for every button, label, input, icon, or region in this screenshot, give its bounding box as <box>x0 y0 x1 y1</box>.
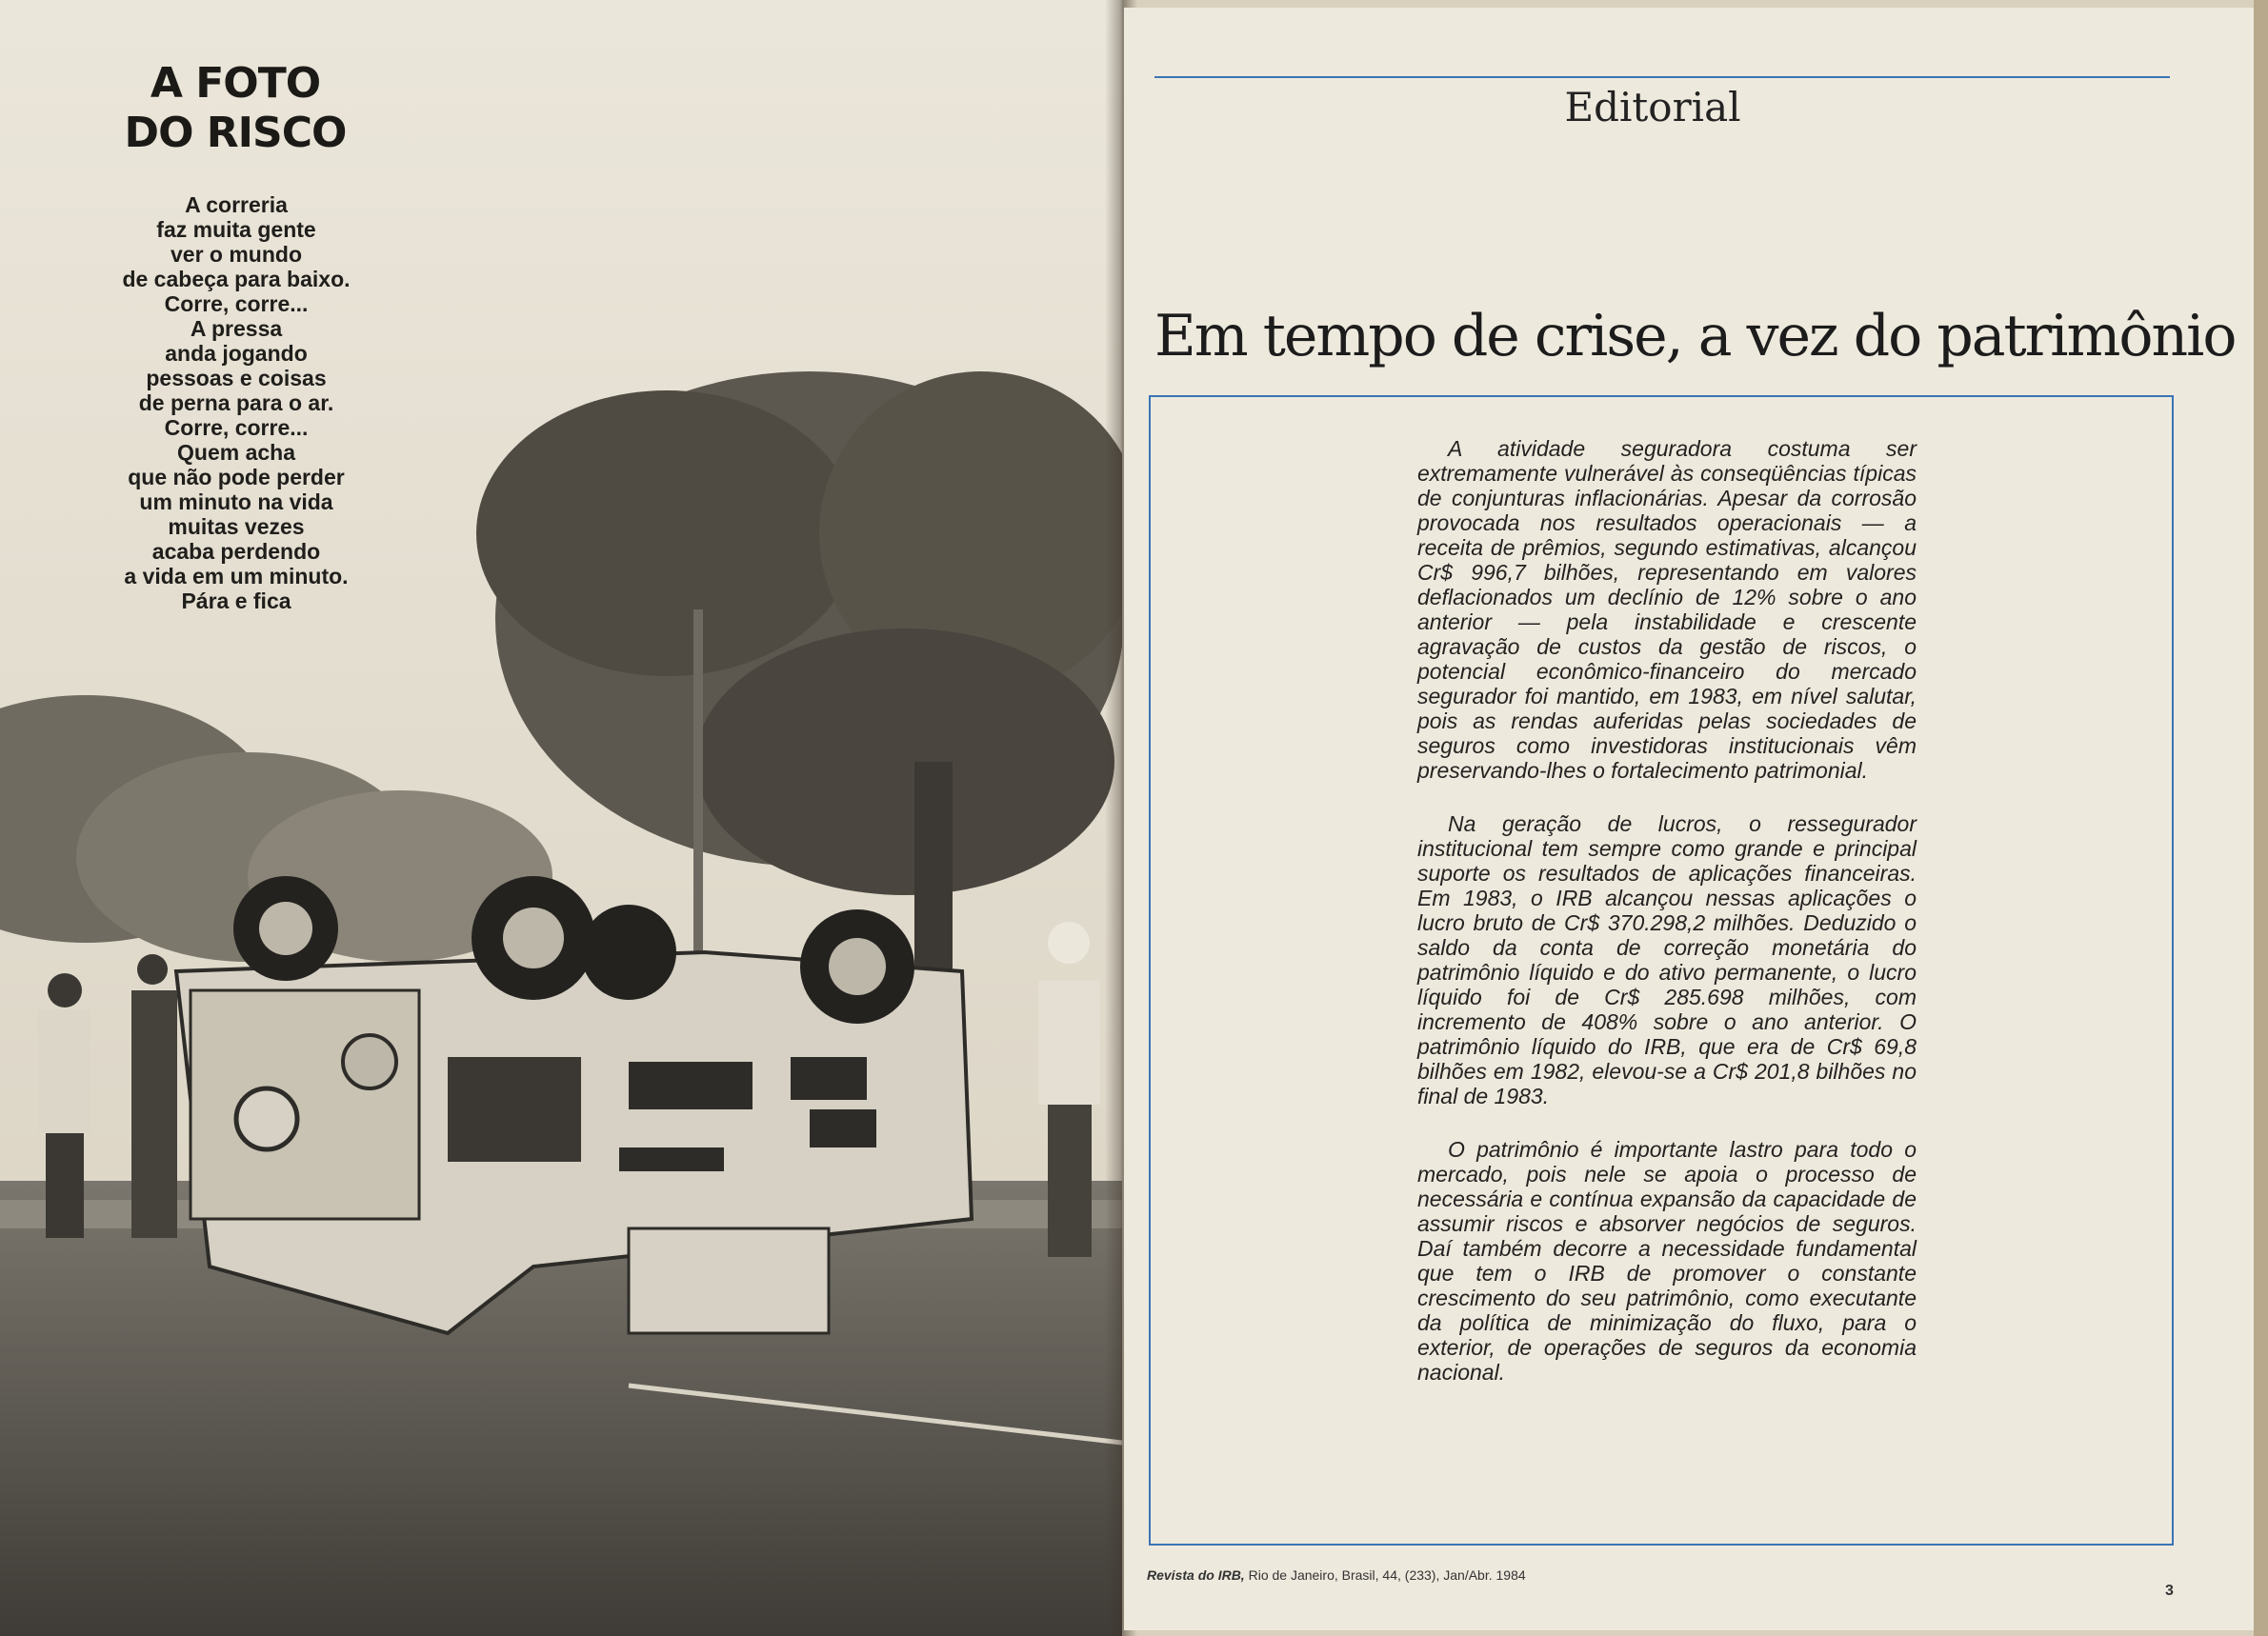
poem-line: A correria <box>185 192 288 217</box>
poem-line: A pressa <box>190 316 283 341</box>
poem-line: um minuto na vida <box>139 489 333 514</box>
poem-line: Corre, corre... <box>164 291 309 316</box>
poem-line: de perna para o ar. <box>138 390 334 415</box>
journal-name: Revista do IRB, <box>1147 1567 1245 1583</box>
poem-line: pessoas e coisas <box>146 366 327 390</box>
citation-details: Rio de Janeiro, Brasil, 44, (233), Jan/Abr. 1984 <box>1244 1567 1526 1583</box>
photo-title <box>88 59 383 158</box>
page-number: 3 <box>2165 1583 2174 1599</box>
poem-line: que não pode perder <box>128 465 345 489</box>
editorial-body <box>1417 436 1917 1413</box>
poem-line: de cabeça para baixo. <box>122 267 351 291</box>
poem-line: Pára e fica <box>181 589 291 613</box>
headline: Em tempo de crise, a vez do patrimônio <box>1154 303 2236 369</box>
left-page <box>0 0 1122 1636</box>
poem-line: a vida em um minuto. <box>124 564 349 589</box>
photo-title-line: A FOTO <box>150 59 321 108</box>
footer-citation <box>1147 1567 1585 1583</box>
poem-line: Corre, corre... <box>164 415 309 440</box>
poem-line: anda jogando <box>165 341 308 366</box>
poem-line: muitas vezes <box>168 514 305 539</box>
poem-line: acaba perdendo <box>151 539 321 564</box>
photo-title-line: DO RISCO <box>124 109 347 157</box>
poem-line: faz muita gente <box>156 217 316 242</box>
poem-line: ver o mundo <box>170 242 302 267</box>
poem <box>84 192 389 613</box>
page-edge <box>2254 0 2268 1636</box>
paragraph: O patrimônio é importante lastro para todo o mercado, pois nele se apoia o processo de necessária e contínua expansão da capacidade de assumir riscos e absorver negócios de seguros. Daí também decorre a necessidade fundamental que tem o IRB de promover o constante crescimento do seu patrimônio, como executante da política de minimização do fluxo, para o exterior, de operações de seguros da economia nacional. <box>1417 1137 1917 1385</box>
paragraph: Na geração de lucros, o ressegurador institucional tem sempre como grande e principal suporte os resultados de aplicações financeiras. Em 1983, o IRB alcançou nessas aplicações o lucro bruto de Cr$ 370.298,2 milhões. Deduzido o saldo da conta de correção monetária do patrimônio líquido e do ativo permanente, o lucro líquido foi de Cr$ 285.698 milhões, com incremento de 408% sobre o ano anterior. O patrimônio líquido do IRB, que era de Cr$ 69,8 bilhões em 1982, elevou-se a Cr$ 201,8 bilhões no final de 1983. <box>1417 811 1917 1108</box>
paragraph: A atividade seguradora costuma ser extremamente vulnerável às conseqüências típicas de conjunturas inflacionárias. Apesar da corrosão provocada nos resultados operacionais — a receita de prêmios, segundo estimativas, alcançou Cr$ 996,7 bilhões, representando em valores deflacionados um declínio de 12% sobre o ano anterior — pela instabilidade e crescente agravação de custos da gestão de riscos, o potencial econômico-financeiro do mercado segurador foi mantido, em 1983, em nível salutar, pois as rendas auferidas pelas sociedades de seguros como investidoras institucionais vêm preservando-lhes o fortalecimento patrimonial. <box>1417 436 1917 783</box>
section-title: Editorial <box>1564 84 1741 130</box>
poem-line: Quem acha <box>177 440 295 465</box>
top-rule <box>1154 76 2170 78</box>
